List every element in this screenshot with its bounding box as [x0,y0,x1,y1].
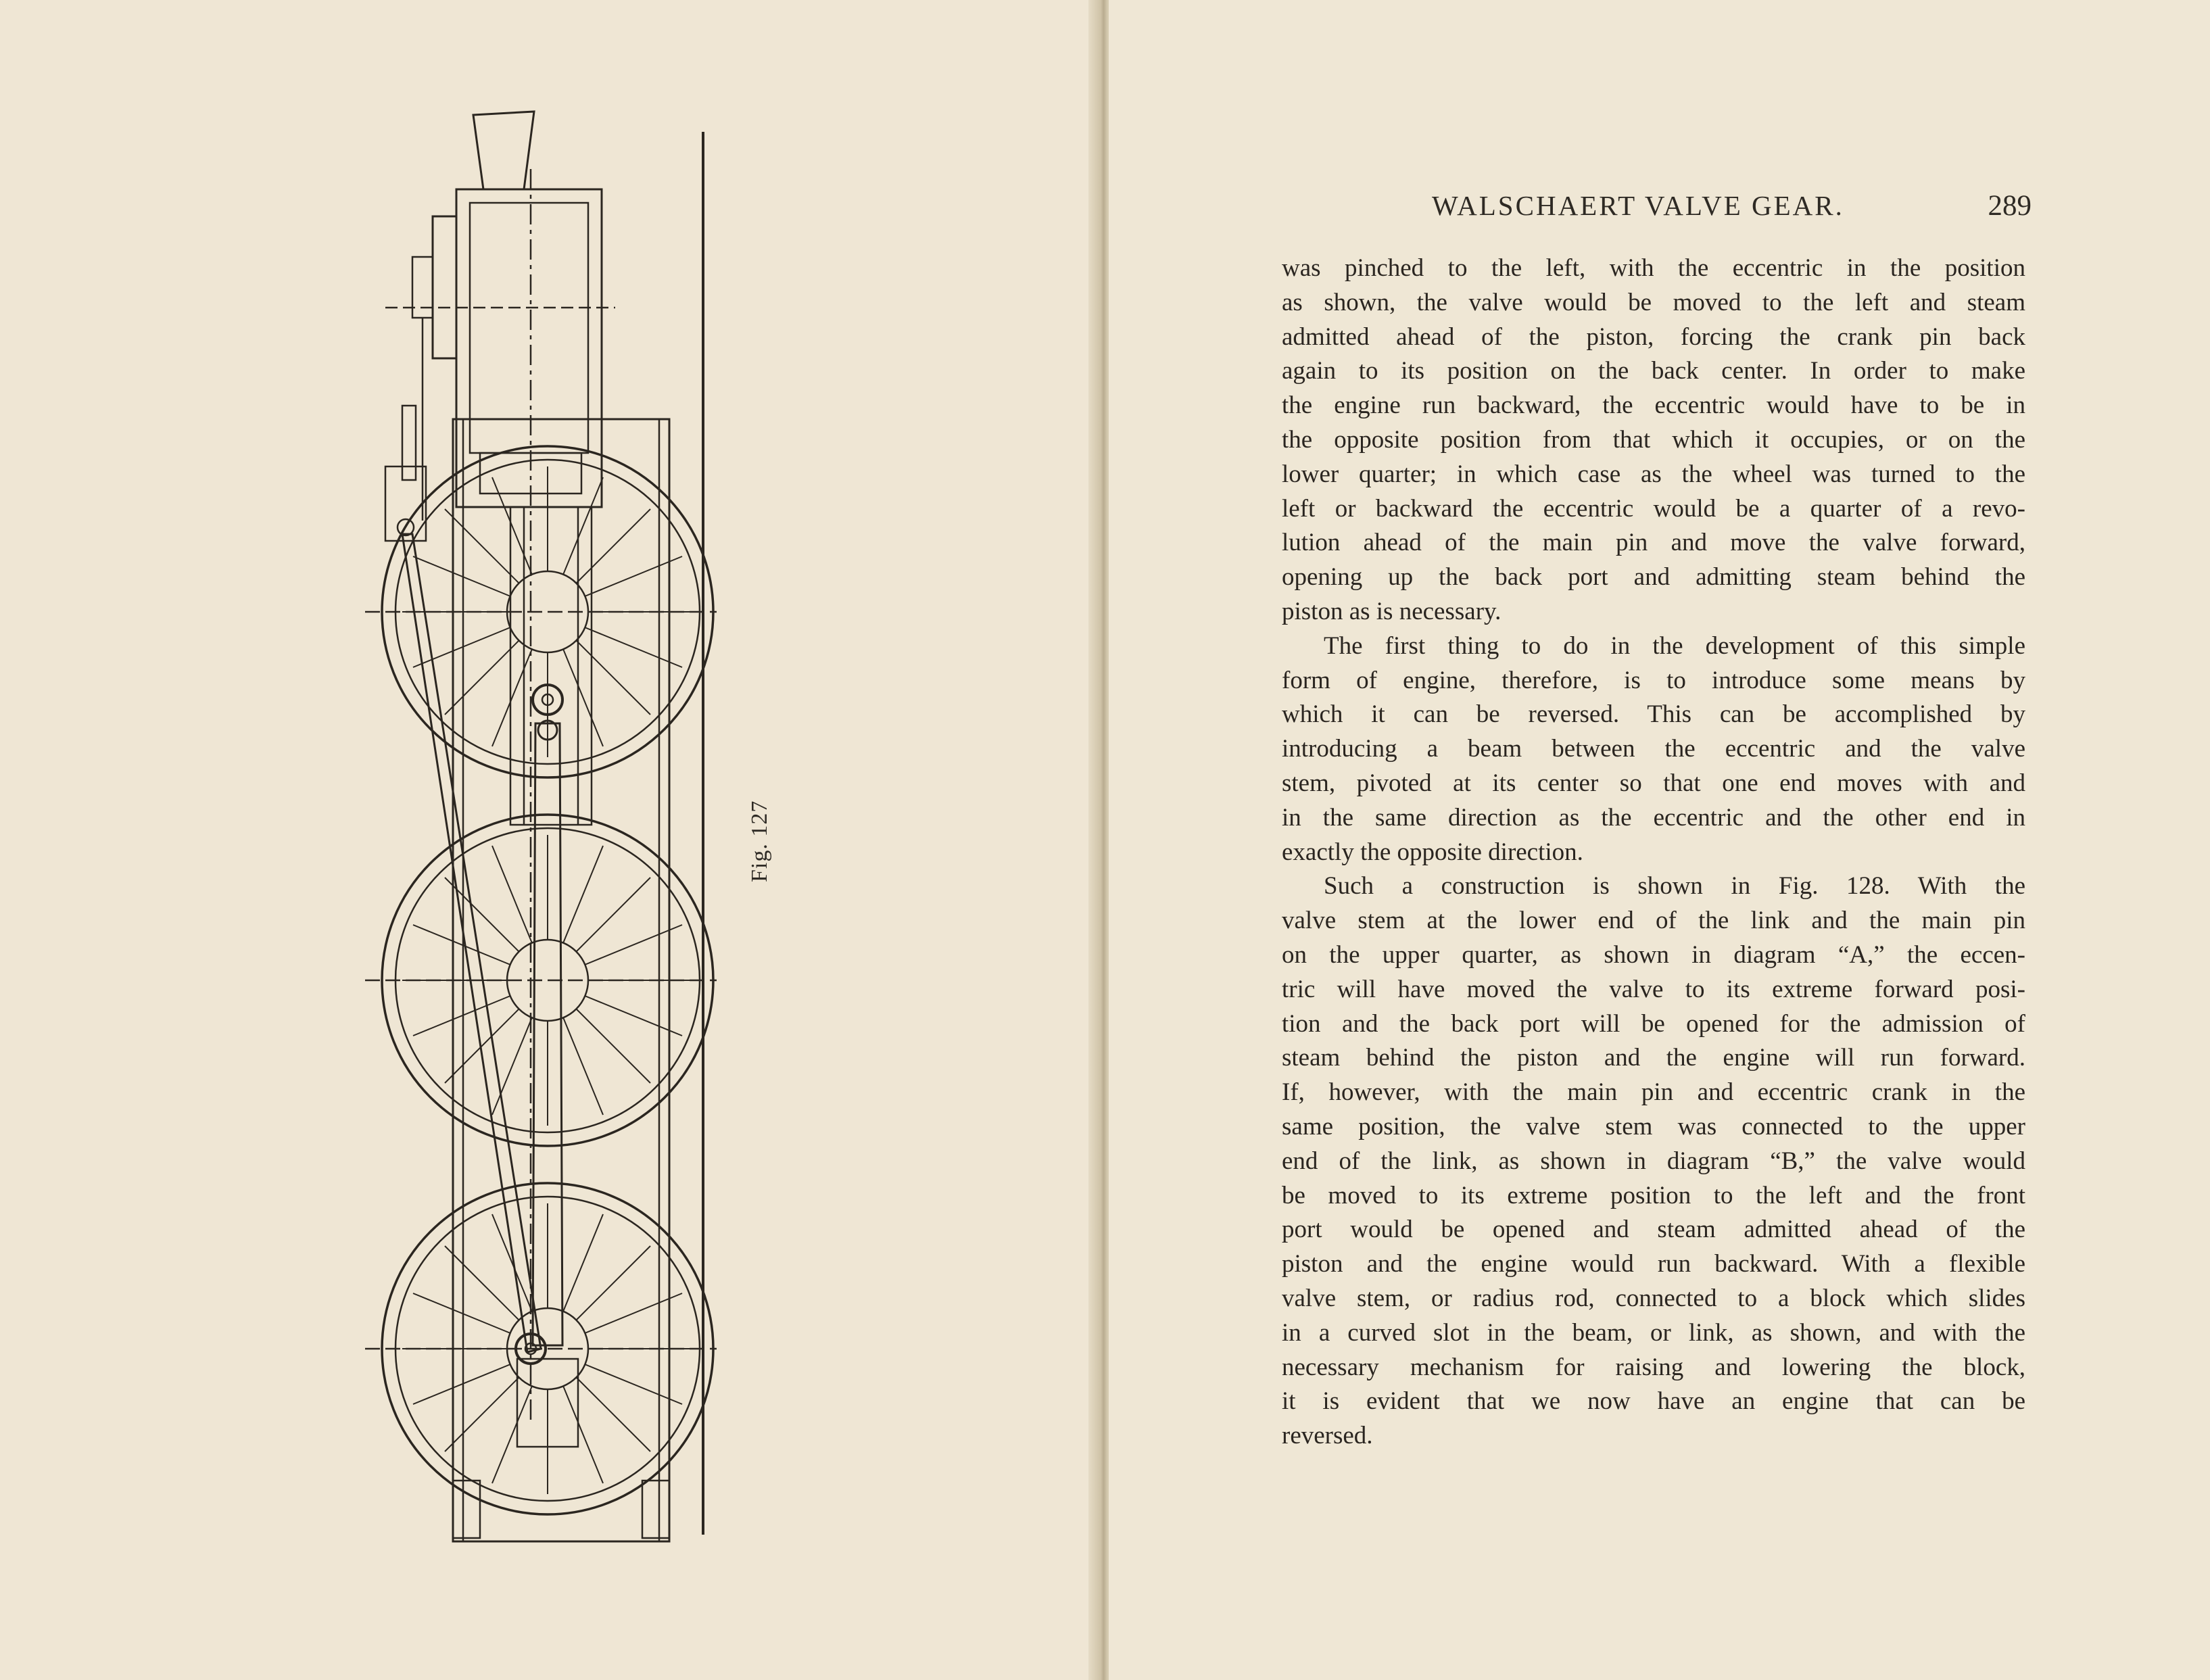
text-line: admitted ahead of the piston, forcing the crank pin back [1282,322,2025,351]
paragraph-2 [1282,629,2025,870]
text-line: in a curved slot in the beam, or link, as shown, and with the [1282,1318,2025,1347]
text-line: Such a construction is shown in Fig. 128. With the [1324,872,2025,901]
text-line: piston and the engine would run backward. With a flexible [1282,1250,2025,1278]
text-line: tric will have moved the valve to its extreme forward posi- [1282,975,2025,1003]
text-line: reversed. [1282,1422,1373,1450]
running-head: WALSCHAERT VALVE GEAR. [1432,190,1844,221]
text-line: opening up the back port and admitting steam behind the [1282,563,2025,592]
text-line: same position, the valve stem was connected to the upper [1282,1112,2025,1141]
paragraph-1 [1282,251,2025,629]
text-line: If, however, with the main pin and eccentric crank in the [1282,1078,2025,1107]
paragraph-3 [1282,869,2025,1454]
text-line: on the upper quarter, as shown in diagram “A,” the eccen- [1282,940,2025,969]
text-line: valve stem, or radius rod, connected to a block which slides [1282,1284,2025,1312]
text-line: introducing a beam between the eccentric and the valve [1282,735,2025,763]
text-line: was pinched to the left, with the eccentric in the position [1282,254,2025,282]
figure-caption: Fig. 127 [747,800,772,882]
text-line: as shown, the valve would be moved to the left and steam [1282,288,2025,316]
text-line: exactly the opposite direction. [1282,838,1583,866]
text-line: valve stem at the lower end of the link and the main pin [1282,907,2025,935]
page-number: 289 [1988,190,2032,222]
text-line: necessary mechanism for raising and lowering the block, [1282,1353,2025,1381]
drive-wheel-1 [365,446,717,777]
text-line: in the same direction as the eccentric and the other end in [1282,803,2025,832]
text-line: which it can be reversed. This can be accomplished by [1282,700,2025,729]
text-line: form of engine, therefore, is to introduce some means by [1282,666,2025,694]
text-line: it is evident that we now have an engine that can be [1282,1387,2025,1416]
text-line: be moved to its extreme position to the left and the front [1282,1181,2025,1209]
text-line: end of the link, as shown in diagram “B,” the valve would [1282,1147,2025,1175]
text-line: lution ahead of the main pin and move the valve forward, [1282,529,2025,557]
text-line: the engine run backward, the eccentric would have to be in [1282,391,2025,420]
text-line: The first thing to do in the development of this simple [1324,631,2025,660]
text-line: stem, pivoted at its center so that one end moves with and [1282,769,2025,797]
text-line: piston as is necessary. [1282,597,1502,625]
figure-127 [345,101,750,1548]
drive-wheel-2 [365,815,717,1146]
text-line: lower quarter; in which case as the wheel was turned to the [1282,460,2025,488]
text-line: the opposite position from that which it occupies, or on the [1282,425,2025,454]
text-line: tion and the back port will be opened for the admission of [1282,1009,2025,1038]
text-line: steam behind the piston and the engine will run forward. [1282,1044,2025,1072]
text-line: again to its position on the back center. In order to make [1282,357,2025,385]
text-line: left or backward the eccentric would be a quarter of a revo- [1282,494,2025,523]
left-page [0,0,1099,1680]
text-line: port would be opened and steam admitted ahead of the [1282,1216,2025,1244]
body-text [1282,251,2025,1454]
locomotive-valve-gear-drawing [345,101,750,1548]
